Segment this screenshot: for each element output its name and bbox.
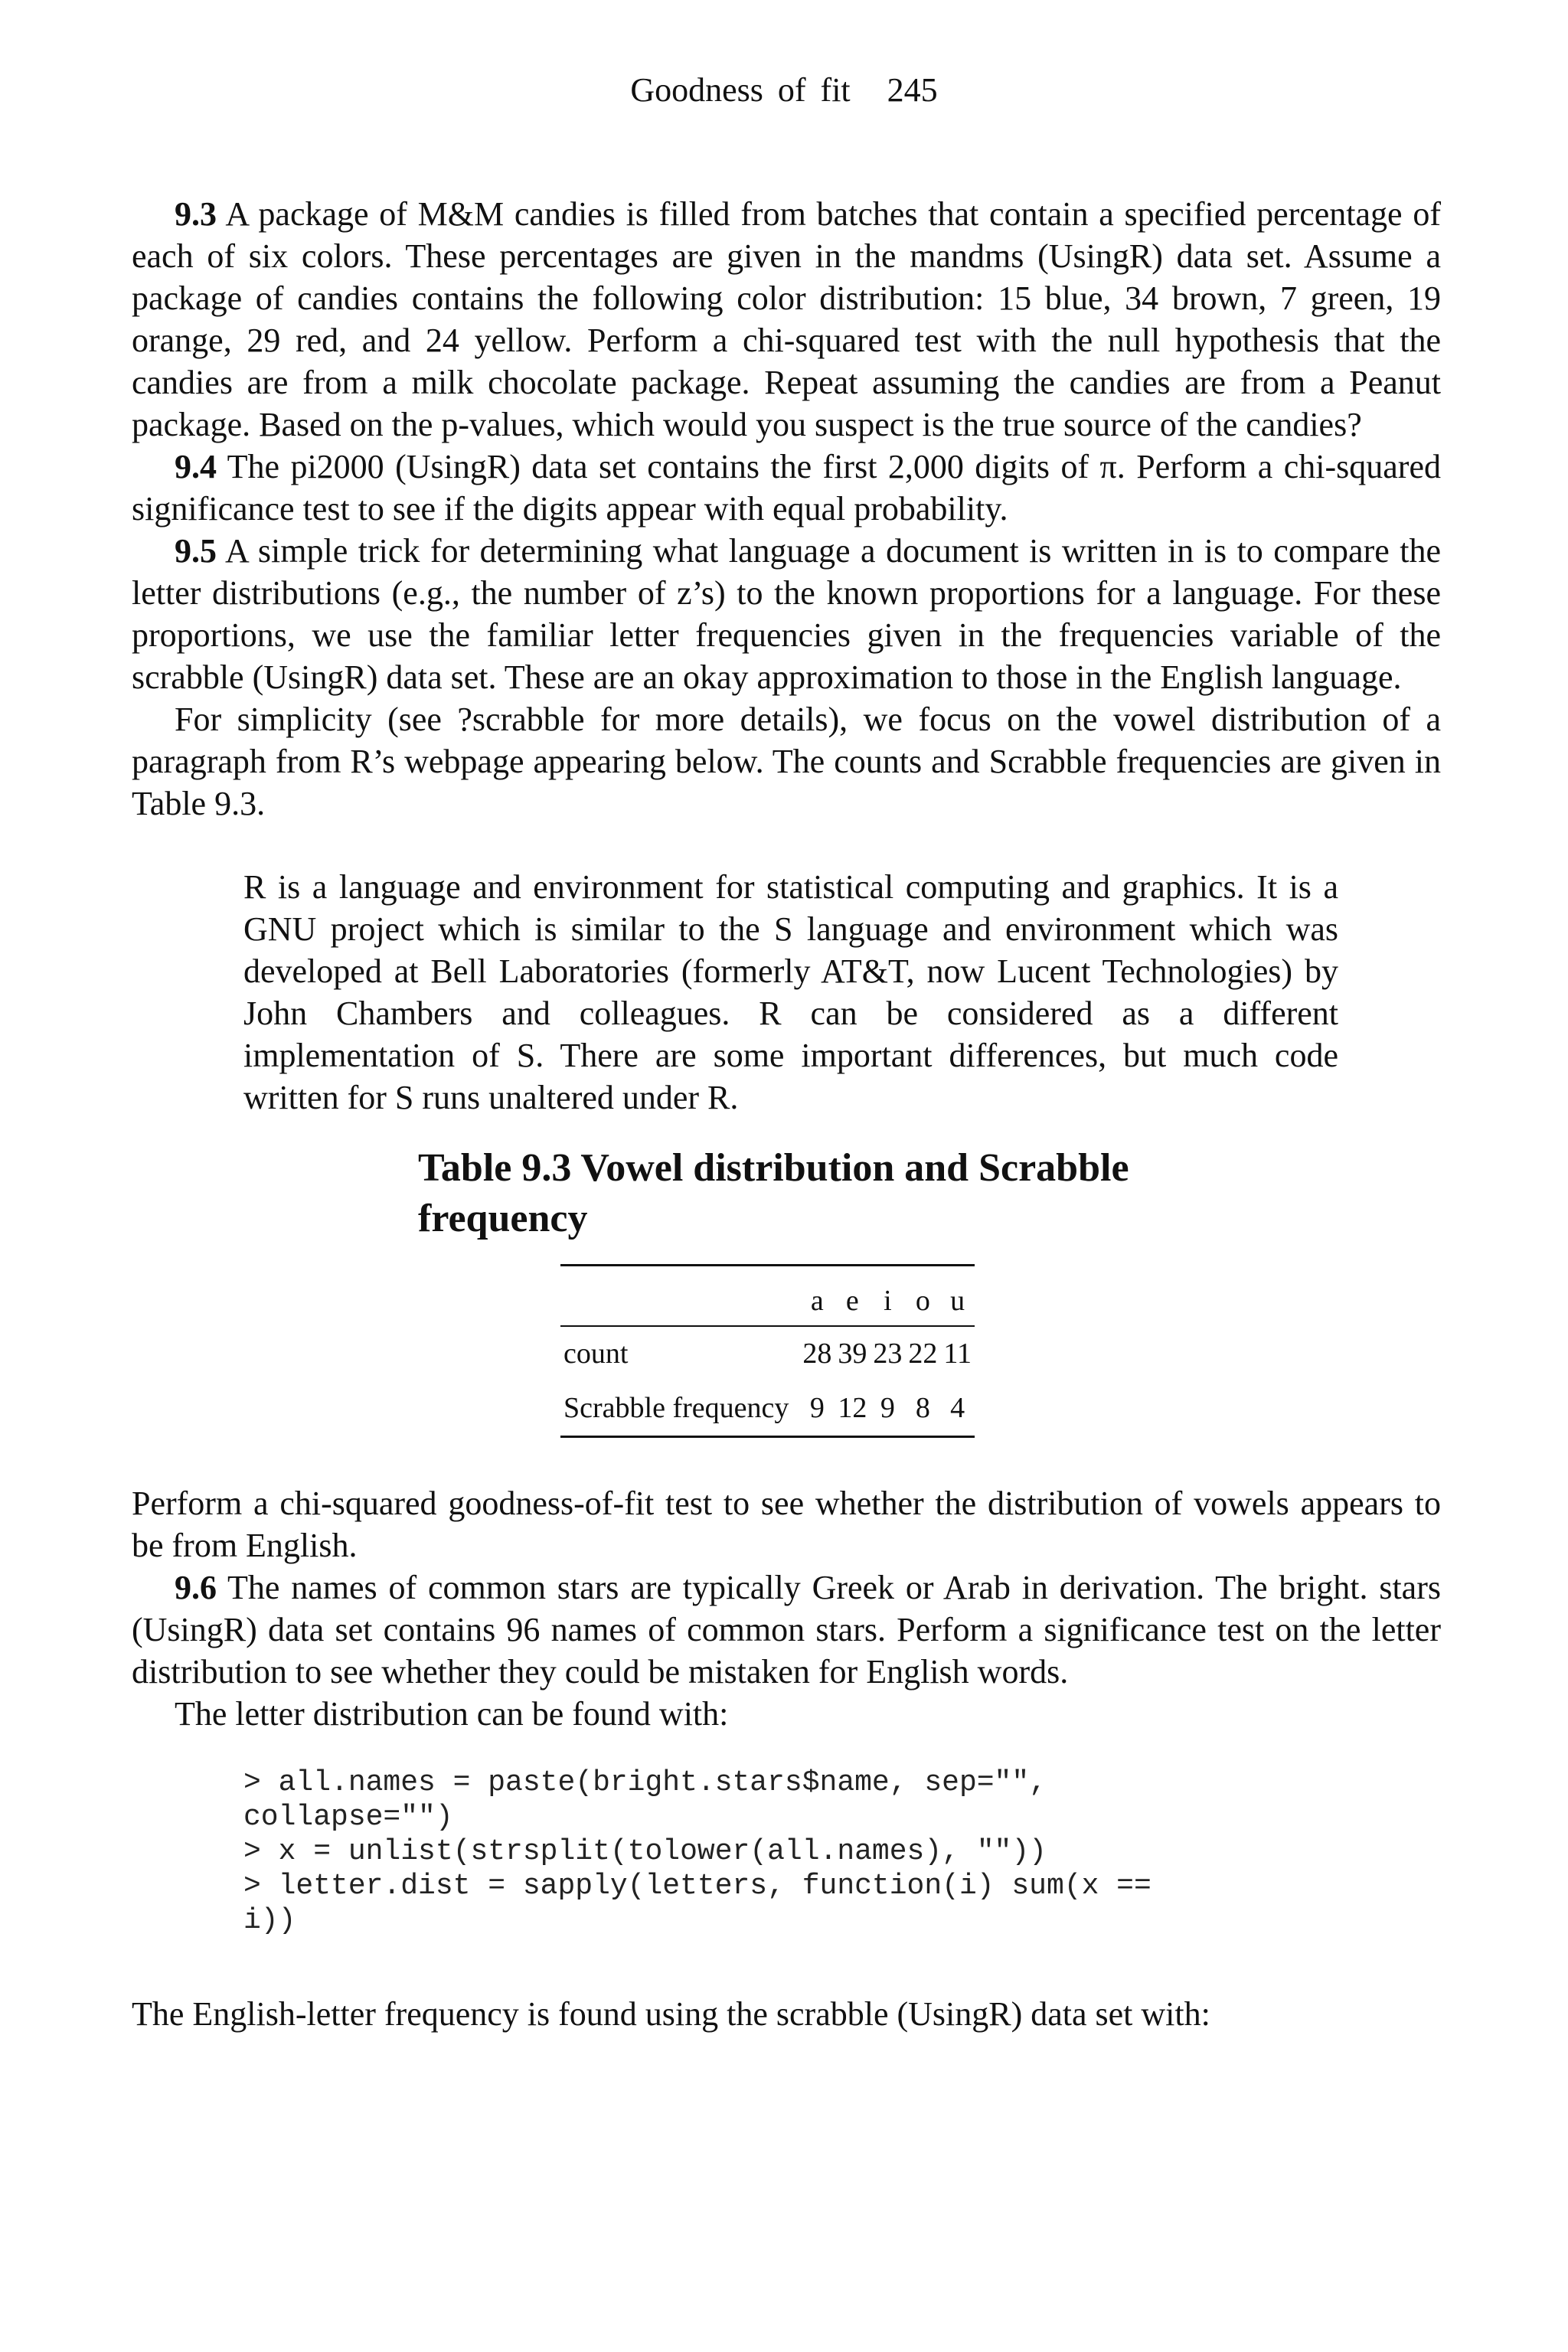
post-table-paragraph: Perform a chi-squared goodness-of-fit test to see whether the distribution of vowels appears to be from English. — [132, 1485, 1441, 1564]
table-cell: 28 — [802, 1338, 832, 1370]
code-line: > letter.dist = sapply(letters, function(i) sum(x == — [243, 1870, 1152, 1903]
exercise-number: 9.6 — [175, 1569, 217, 1606]
table-corner-cell — [560, 1266, 799, 1327]
table-cell: 11 — [943, 1338, 972, 1370]
exercise-text: A simple trick for determining what language a document is written in is to compare the letter distributions (e.g., the number of z’s) to the known proportions for a language. For these proportions, we use the familiar letter frequencies given in the frequencies variable of the scrabble (UsingR) data set. These are an okay approximation to those in the English language. — [132, 532, 1441, 696]
table-cell: 39 — [838, 1338, 867, 1370]
column-header: a — [799, 1266, 835, 1327]
page-number: 245 — [887, 71, 938, 109]
running-head — [0, 70, 1568, 109]
exercise-number: 9.4 — [175, 448, 217, 485]
row-label: Scrabble frequency — [564, 1392, 789, 1424]
code-line: > all.names = paste(bright.stars$name, sep="", — [243, 1766, 1047, 1799]
code-line: > x = unlist(strsplit(tolower(all.names), "")) — [243, 1835, 1047, 1868]
column-header: i — [870, 1266, 905, 1327]
exercise-text: The pi2000 (UsingR) data set contains the first 2,000 digits of π. Perform a chi-squared significance test to see if the digits appear with equal probability. — [132, 448, 1441, 528]
table-container — [560, 1264, 1020, 1438]
exercise-9-6-paragraph: The letter distribution can be found with: — [175, 1695, 729, 1733]
exercise-number: 9.5 — [175, 532, 217, 570]
table-cell: 9 — [809, 1392, 825, 1424]
table-caption: Table 9.3 Vowel distribution and Scrabble frequency — [418, 1146, 1129, 1240]
table-cell: 8 — [915, 1392, 930, 1424]
exercise-9-5 — [132, 530, 1441, 698]
chapter-title: Goodness of fit — [630, 71, 851, 109]
exercise-9-4 — [132, 446, 1441, 530]
table-header-row — [560, 1266, 975, 1327]
exercise-text: A package of M&M candies is filled from batches that contain a specified percentage of each of six colors. These percentages are given in the mandms (UsingR) data set. Assume a package of candies contains the following color distribution: 15 blue, 34 brown, 7 green, 19 orange, 29 red, and 24 yellow. Perform a chi-squared test with the null hypothesis that the candies are from a milk chocolate package. Repeat assuming the candies are from a Peanut package. Based on the p-values, which would you suspect is the true source of the candies? — [132, 195, 1441, 443]
exercise-9-3 — [132, 193, 1441, 446]
table-cell: 4 — [950, 1392, 965, 1424]
column-header: o — [905, 1266, 940, 1327]
code-block — [243, 1766, 1338, 1938]
exercise-9-6 — [132, 1566, 1441, 1693]
row-label: count — [564, 1338, 629, 1370]
table-cell: 23 — [873, 1338, 903, 1370]
table-cell: 22 — [908, 1338, 938, 1370]
column-header: e — [835, 1266, 870, 1327]
column-header: u — [940, 1266, 975, 1327]
exercise-number: 9.3 — [175, 195, 217, 233]
final-paragraph: The English-letter frequency is found using the scrabble (UsingR) data set with: — [132, 1995, 1210, 2033]
exercise-text: The names of common stars are typically Greek or Arab in derivation. The bright. stars (UsingR) data set contains 96 names of common stars. Perform a significance test on the letter distribution to see whether they could be mistaken for English words. — [132, 1569, 1441, 1690]
table-row — [560, 1326, 975, 1381]
code-line: collapse="") — [243, 1801, 453, 1834]
table-cell: 9 — [880, 1392, 895, 1424]
page-body — [132, 193, 1441, 2035]
vowel-table — [560, 1264, 975, 1438]
quoted-paragraph: R is a language and environment for statistical computing and graphics. It is a GNU project which is similar to the S language and environment which was developed at Bell Laboratories (formerly AT&T, now Lucent Technologies) by John Chambers and colleagues. R can be considered as a different implementation of S. There are some important differences, but much code written for S runs unaltered under R. — [243, 868, 1338, 1116]
table-row — [560, 1381, 975, 1437]
table-cell: 12 — [838, 1392, 867, 1424]
exercise-9-5-paragraph: For simplicity (see ?scrabble for more details), we focus on the vowel distribution of a paragraph from R’s webpage appearing below. The counts and Scrabble frequencies are given in Table 9.3. — [132, 701, 1441, 822]
code-line: i)) — [243, 1904, 296, 1937]
